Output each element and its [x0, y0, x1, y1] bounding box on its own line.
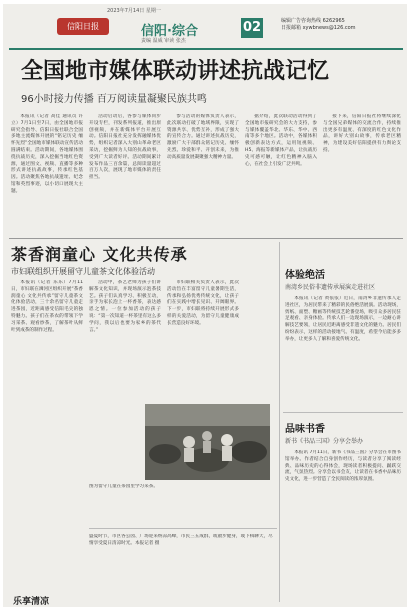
- photo-caption: 图为留守儿童在茶园里学习采茶。: [89, 484, 158, 489]
- tea-story-text-3: 市妇联相关负责人表示，此次活动旨在丰富留守儿童暑期生活，传承和弘扬优秀传统文化，让孩子们在实践中增长见识、开阔眼界。下一步，市妇联将持续开展形式多样的关爱活动，为留守儿童健康成长营造良好环境。: [167, 280, 239, 326]
- main-subheadline: 96小时接力传播 百万阅读量凝聚民族共鸣: [21, 94, 207, 105]
- masthead-rule: [9, 48, 403, 50]
- main-story-column-3: [167, 114, 239, 236]
- bottom-divider: [89, 528, 277, 529]
- masthead: [9, 6, 403, 48]
- tea-story-text-2: 活动中，茶艺老师为孩子们讲解茶文化知识，并现场演示泡茶技艺。孩子们认真学习、积极互动，亲手为家长泡上一杯香茶，表达感恩之情。一位参加活动的孩子说：“第一次知道一杯茶里有这么多学问，我以后也要为家乡的茶代言。”: [89, 280, 161, 333]
- editor-credits: 责编 温威 审读 张杰: [141, 38, 186, 44]
- contact-email: 日报邮箱 xywbnews@126.com: [281, 25, 356, 31]
- column-divider: [279, 242, 280, 602]
- main-story-text-2: 活动启动后，各参与媒体同步开设专栏，刊发系列报道，推出原创视频，并在新媒体平台开展互动。信阳日报社充分发挥融媒体优势，组织记者深入大别山革命老区采访，挖掘鲜为人知的抗战故事，受到广大读者好评。活动期间累计发布作品三百余篇，总阅读量超过百万人次，展现了地市媒体的责任担当。: [89, 114, 161, 181]
- tea-story-column-1: [11, 280, 83, 580]
- main-story-text-4: 据介绍，此次联动活动得到了全国地市报研究会的大力支持，参与媒体覆盖华北、华东、华中、西南等多个地区。活动中，各媒体积极创新表达方式，运用短视频、H5、海报等新媒体产品，让抗战历史可感可触，让红色精神入脑入心，在社会上引发广泛共鸣。: [245, 114, 317, 167]
- issue-date: 2023年7月14日 星期一: [107, 8, 161, 14]
- side-story-2-subheadline: 新书《书品三国》分享会举办: [285, 438, 364, 445]
- tea-garden-photo-graphic: [145, 404, 270, 480]
- main-story-text-5: 接下来，信阳日报社将继续深化与全国兄弟媒体的交流合作，持续推出更多有温度、有深度的红色文化作品，讲好大别山故事，传承老区精神，为建设美好信阳提供有力舆论支持。: [323, 114, 401, 153]
- main-headline: 全国地市媒体联动讲述抗战记忆: [21, 59, 330, 84]
- newspaper-logo: 信阳日报: [57, 18, 109, 35]
- main-story-column-2: [89, 114, 161, 236]
- side-story-1-headline: 体验绝活: [285, 270, 325, 281]
- main-story-column-1: [11, 114, 83, 236]
- main-story-text-1: 本报讯（记者 高佳 通讯员 许立）7月1日至7日，由全国地市报研究会指导、信阳日报社联合全国多地主流媒体开展的“铭记历史 缅怀先烈”全国地市媒体联动宣传活动圆满结束。活动期间，各地媒体围绕抗战历史，深入挖掘当地红色资源，通过图文、视频、直播等多种形式讲述抗战故事，传承红色基因。活动聚焦各地抗战遗址、纪念馆和英烈事迹，以小切口展现大主题。: [11, 114, 83, 194]
- main-story-text-3: 参与活动的媒体负责人表示，此次联动打破了地域界限，实现了资源共享、优势互补，形成了强大的宣传合力。通过讲述抗战历史，激励广大干部群众铭记历史、缅怀先烈、珍爱和平、开创未来，为推动高质量发展凝聚强大精神力量。: [167, 114, 239, 160]
- newspaper-page: [3, 4, 407, 607]
- side-story-2-body: [285, 450, 401, 600]
- side-story-1-subheadline: 南湾乡民俗非遗传承展演走进社区: [285, 284, 376, 291]
- page-number: 02: [241, 18, 263, 38]
- main-story-column-5: [323, 114, 401, 236]
- side-story-2-text: 本报讯 7月11日，新书《书品三国》分享会在市图书馆举办。作者结合自身创作经历，与读者分享了阅读经典、品味历史的心得体会，现场读者积极提问、踊跃交流，气氛热烈。分享会以书会友，让读者在书香中品味历史文化，进一步营造了全民阅读的浓厚氛围。: [285, 450, 401, 483]
- tea-story-column-2: [89, 280, 161, 400]
- tea-story-subheadline: 市妇联组织开展留守儿童茶文化体验活动: [11, 267, 155, 276]
- tea-story-text-1: 本报讯（记者 乐乐）7月11日，市妇联在浉河区组织开展“茶香润童心 文化共传承”留守儿童茶文化体验活动，三十余名留守儿童走进茶园，近距离感受信阳毛尖的独特魅力。孩子们在茶农的带领下学习采茶、观看炒茶，了解茶叶从鲜叶到成茶的制作过程。: [11, 280, 83, 333]
- tea-garden-photo: [145, 404, 270, 480]
- section-divider: [9, 238, 403, 239]
- contact-phone: 编辑广告咨询热线 6262965: [281, 18, 345, 24]
- contact-info: [281, 18, 356, 32]
- main-story-column-4: [245, 114, 317, 236]
- side-divider: [283, 412, 403, 413]
- bottom-caption: 盛夏时节，市区各公园、广场迎来纳凉高峰，市民三五成群，或散步健身，或下棋聊天，尽情享受夏日清凉时光。本报记者 摄: [89, 534, 273, 546]
- side-story-1-body: [285, 296, 401, 408]
- tea-story-headline: 茶香润童心 文化共传承: [11, 245, 188, 264]
- tea-story-column-3: [167, 280, 239, 400]
- side-story-2-headline: 品味书香: [285, 424, 325, 435]
- section-title: 信阳·综合: [141, 24, 198, 39]
- side-story-1-text: 本报讯（记者 黄依依）近日，南湾乡非遗传承人走进社区，为居民带来了精彩的民俗绝活展演。活动现场，剪纸、面塑、糖画等传统技艺轮番登场，吸引众多居民驻足观看、亲身体验。传承人们一边现场演示，一边耐心讲解技艺要领，让居民近距离感受非遗文化的魅力。居民们纷纷表示，这样的活动接地气、有温度，希望今后能多多举办，让更多人了解和喜爱传统文化。: [285, 296, 401, 342]
- bottom-headline: 乐享清凉: [13, 597, 50, 607]
